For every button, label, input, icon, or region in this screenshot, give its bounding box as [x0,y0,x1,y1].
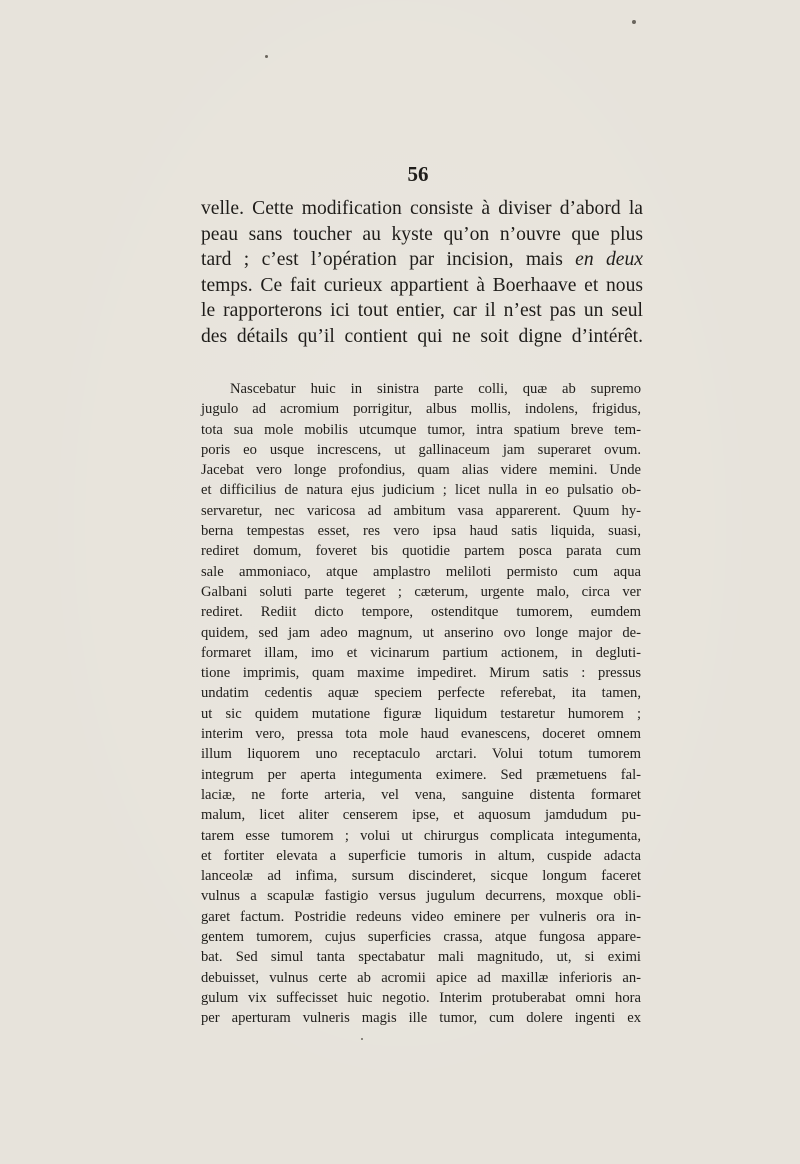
quote-line: rediret. Rediit dicto tempore, ostenditque tumorem, eumdem [201,604,641,621]
quote-line: jugulo ad acromium porrigitur, albus mollis, indolens, frigidus, [201,401,641,418]
quote-line: laciæ, ne forte arteria, vel vena, sanguine distenta formaret [201,786,641,803]
paper-speck [361,1038,363,1040]
quote-line: sale ammoniaco, atque amplastro meliloti permisto cum aqua [201,563,641,580]
quote-line: bat. Sed simul tanta spectabatur mali magnitudo, ut, si eximi [201,949,641,966]
quote-line: et difficilius de natura ejus judicium ; licet nulla in eo pulsatio ob- [201,482,641,499]
paper-speck [632,20,636,24]
lead-line: le rapporterons ici tout entier, car il n’est pas un seul [201,300,643,322]
quote-line: per aperturam vulneris magis ille tumor, cum dolere ingenti ex [201,1010,641,1027]
quote-line: tota sua mole mobilis utcumque tumor, intra spatium breve tem- [201,421,641,438]
quote-line: Galbani soluti parte tegeret ; cæterum, urgente malo, circa ver [201,583,641,600]
quote-line: ut sic quidem mutatione figuræ liquidum testaretur humorem ; [201,705,641,722]
quote-line: malum, licet aliter censerem ipse, et aquosum jamdudum pu- [201,807,641,824]
quote-line: berna tempestas esset, res vero ipsa haud satis liquida, suasi, [201,523,641,540]
lead-line: velle. Cette modification consiste à diviser d’abord la [201,198,643,219]
quote-line: rediret domum, foveret bis quotidie partem posca parata cum [201,543,641,560]
quote-line: integrum per aperta integumenta eximere. Sed præmetuens fal- [201,766,641,783]
quote-line: garet factum. Postridie redeuns video eminere per vulneris ora in- [201,908,641,925]
quote-line: tarem esse tumorem ; volui ut chirurgus complicata integumenta, [201,827,641,844]
lead-line: temps. Ce fait curieux appartient à Boerhaave et nous [201,274,643,296]
quote-line: Jacebat vero longe profondius, quam alias videre memini. Unde [201,462,641,479]
quote-line: quidem, sed jam adeo magnum, ut anserino ovo longe major de- [201,624,641,641]
lead-paragraph [201,196,643,350]
quote-line: tione imprimis, quam maxime impediret. Mirum satis : pressus [201,665,641,682]
paper-speck [265,55,268,58]
quote-line: illum liquorem uno receptaculo arctari. Volui totum tumorem [201,746,641,763]
lead-line: peau sans toucher au kyste qu’on n’ouvre que plus [201,223,643,245]
quote-line: lanceolæ ad infima, sursum discinderet, sicque longum faceret [201,868,641,885]
lead-line-text: tard ; c’est l’opération par incision, mais [201,249,576,271]
quote-line: interim vero, pressa tota mole haud evanescens, doceret omnem [201,726,641,743]
page-number: 56 [407,162,429,186]
italic-phrase: en deux [575,249,643,271]
quote-line: gentem tumorem, cujus superficies crassa, atque fungosa appare- [201,929,641,946]
quote-line: et fortiter elevata a superficie tumoris in altum, cuspide adacta [201,847,641,864]
quote-line: formaret illam, imo et vicinarum partium actionem, in degluti- [201,644,641,661]
lead-line [201,247,643,273]
quote-line: poris eo usque increscens, ut gallinaceum jam superaret ovum. [201,441,641,458]
quote-line: vulnus a scapulæ fastigio versus jugulum decurrens, moxque obli- [201,888,641,905]
lead-line: des détails qu’il contient qui ne soit digne d’intérêt. [201,325,643,347]
quote-line: servaretur, nec varicosa ad ambitum vasa apparerent. Quum hy- [201,502,641,519]
quote-line: Nascebatur huic in sinistra parte colli, quæ ab supremo [230,381,641,397]
latin-quote [201,379,641,1029]
quote-line: debuisset, vulnus certe ab acromii apice ad maxillæ inferioris an- [201,969,641,986]
quote-line: undatim cedentis aquæ speciem perfecte referebat, ita tamen, [201,685,641,702]
quote-line: gulum vix suffecisset huic negotio. Interim protuberabat omni hora [201,989,641,1006]
